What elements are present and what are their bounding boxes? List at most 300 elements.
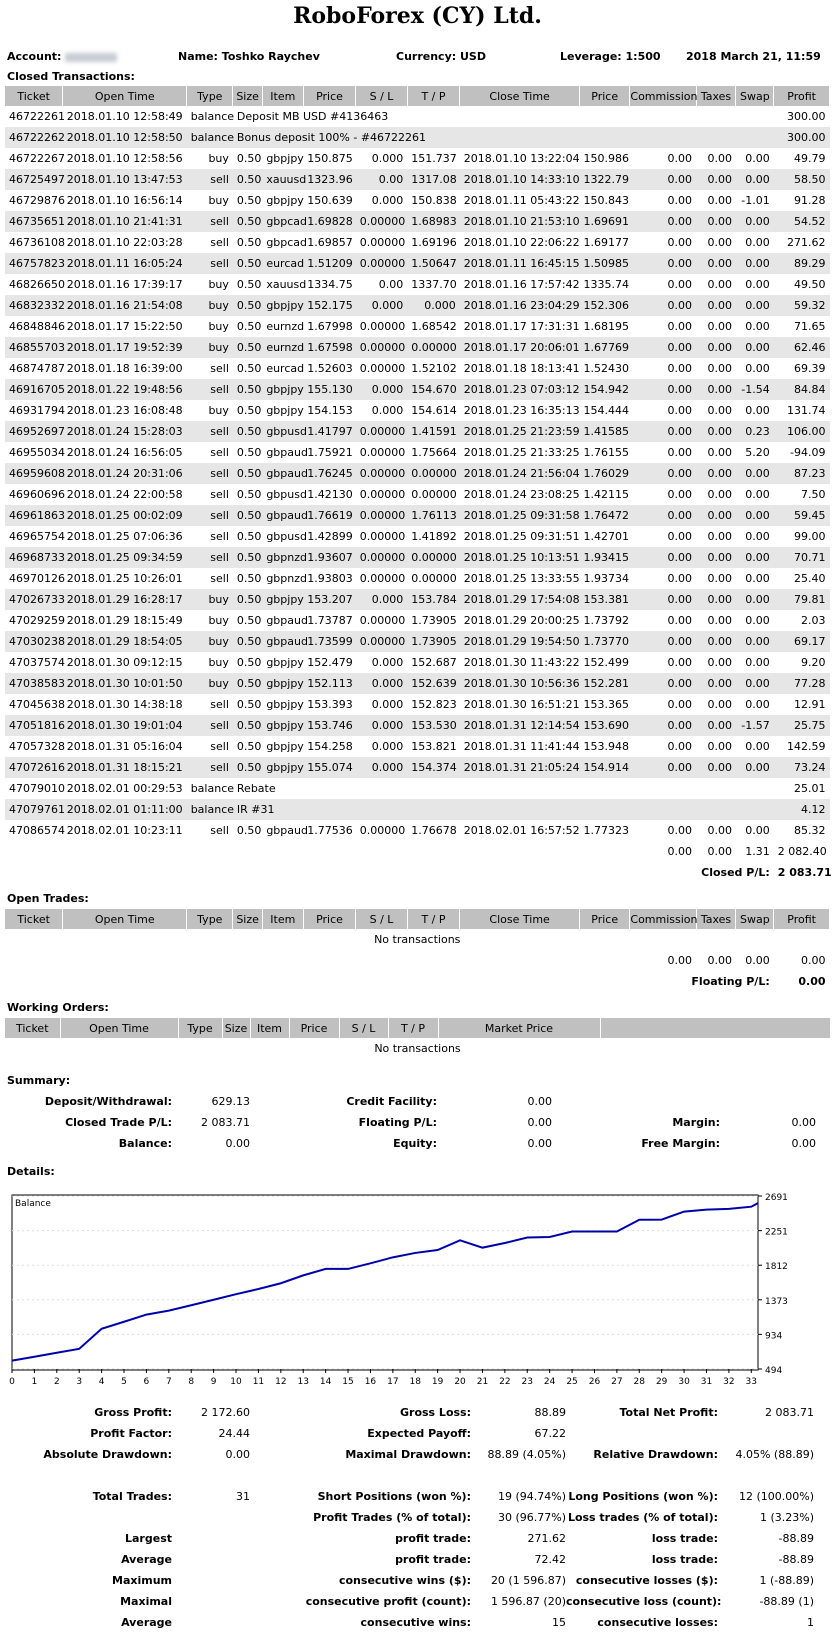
x-tick-label: 13 (297, 1377, 309, 1387)
price-cell: 1.69857 (307, 236, 353, 249)
size-cell: 0.50 (233, 421, 262, 442)
price-cell: 1.76619 (303, 505, 356, 526)
taxes-cell: 0.00 (696, 463, 736, 484)
close-time-cell: 2018.01.25 09:31:58 (460, 505, 580, 526)
open-time-cell: 2018.02.01 00:29:53 (66, 782, 183, 795)
taxes-cell: 0.00 (696, 169, 736, 190)
swap-cell: -1.57 (736, 715, 774, 736)
stat-value: -88.89 (1) (759, 1595, 814, 1608)
type-cell: buy (208, 194, 229, 207)
sl-cell: 0.000 (371, 152, 404, 165)
report-date: 2018 March 21, 11:59 (686, 50, 821, 63)
x-tick-label: 10 (230, 1377, 242, 1387)
stat-value: 2 083.71 (201, 1116, 250, 1129)
x-tick-label: 7 (165, 1377, 172, 1387)
item-cell: gbpaud (262, 631, 303, 652)
table-row (5, 484, 830, 505)
table-row (5, 589, 830, 610)
closed-pl-row (5, 862, 830, 883)
taxes-cell: 0.00 (707, 824, 732, 837)
close-time-cell: 2018.01.30 16:51:21 (463, 698, 580, 711)
commission-cell: 0.00 (630, 505, 696, 526)
size-cell: 0.50 (236, 278, 262, 291)
sl-cell: 0.00000 (356, 421, 407, 442)
type-cell: sell (187, 211, 233, 232)
ticket-cell: 46729876 (9, 194, 65, 207)
tp-cell: 1.75664 (411, 446, 457, 459)
summary-title: Summary: (7, 1074, 71, 1087)
sl-cell: 0.000 (356, 715, 407, 736)
type-cell: buy (187, 673, 233, 694)
stat-value (172, 1570, 250, 1591)
close-price-cell: 1.69177 (583, 236, 629, 249)
type-cell: sell (210, 488, 229, 501)
x-tick-label: 3 (76, 1377, 83, 1387)
table-row (5, 547, 830, 568)
column-header: T / P (407, 909, 460, 929)
tp-cell: 0.000 (407, 295, 460, 316)
sl-cell: 0.00 (356, 169, 407, 190)
item-cell: gbpaud (262, 463, 303, 484)
open-time-cell: 2018.01.30 09:12:15 (66, 656, 183, 669)
type-cell: buy (208, 614, 229, 627)
stat-label: Maximal (120, 1595, 172, 1608)
size-cell: 0.50 (233, 211, 262, 232)
close-time-cell: 2018.01.24 23:08:25 (463, 488, 580, 501)
balance-chart (9, 1188, 835, 1388)
table-row (5, 778, 830, 799)
stat-value (718, 1465, 814, 1486)
close-price-cell: 1.52430 (583, 362, 629, 375)
price-cell: 153.393 (307, 698, 353, 711)
taxes-cell: 0.00 (707, 320, 732, 333)
ticket-cell: 46735651 (5, 211, 63, 232)
commission-cell: 0.00 (667, 446, 693, 459)
open-empty-row (5, 929, 830, 950)
commission-cell: 0.00 (667, 614, 693, 627)
ticket-cell: 46722261 (9, 110, 65, 123)
close-price-cell: 1335.74 (583, 278, 629, 291)
table-row (5, 169, 830, 190)
price-cell: 153.746 (303, 715, 356, 736)
stat-value: 271.62 (527, 1532, 566, 1545)
stat-label: Equity: (393, 1137, 437, 1150)
sl-cell: 0.00000 (359, 614, 406, 627)
y-tick-label: 2251 (765, 1227, 788, 1238)
commission-cell: 0.00 (667, 362, 693, 375)
tp-cell: 1.76678 (411, 824, 457, 837)
stat-label: Maximal Drawdown: (345, 1448, 471, 1461)
table-row (5, 148, 830, 169)
sl-cell: 0.000 (356, 295, 407, 316)
table-row (5, 337, 830, 358)
stat-label (250, 1465, 471, 1486)
open-time-cell: 2018.01.16 17:39:17 (66, 278, 183, 291)
table-row (5, 358, 830, 379)
type-cell: buy (208, 152, 229, 165)
price-cell: 152.175 (303, 295, 356, 316)
sl-cell: 0.000 (371, 698, 404, 711)
column-header: Market Price (438, 1018, 600, 1038)
ticket-cell: 47038583 (5, 673, 63, 694)
tp-cell: 151.737 (411, 152, 457, 165)
stat-row (5, 1465, 830, 1486)
type-cell: sell (210, 698, 229, 711)
ticket-cell: 46931794 (9, 404, 65, 417)
column-header: Close Time (460, 86, 580, 106)
price-cell: 1.69828 (303, 211, 356, 232)
price-cell: 150.639 (307, 194, 353, 207)
type-cell: sell (210, 236, 229, 249)
column-header: Type (187, 909, 233, 929)
column-header: Price (579, 909, 629, 929)
table-row (5, 736, 830, 757)
sl-cell: 0.000 (371, 656, 404, 669)
table-row (5, 400, 830, 421)
open-time-cell: 2018.01.24 16:56:05 (66, 446, 183, 459)
stat-value (172, 1507, 250, 1528)
open-time-cell: 2018.01.24 15:28:03 (63, 421, 187, 442)
stat-label: Credit Facility: (346, 1095, 437, 1108)
close-price-cell: 150.986 (583, 152, 629, 165)
x-tick-label: 16 (364, 1377, 377, 1387)
price-cell: 1334.75 (307, 278, 353, 291)
column-header: Size (233, 909, 262, 929)
open-time-cell: 2018.01.31 05:16:04 (66, 740, 183, 753)
tp-cell: 153.784 (407, 589, 460, 610)
sl-cell: 0.00000 (359, 530, 406, 543)
open-time-cell: 2018.02.01 10:23:11 (66, 824, 183, 837)
close-price-cell: 153.365 (583, 698, 629, 711)
x-tick-label: 21 (476, 1377, 489, 1387)
y-tick-label: 2691 (765, 1193, 788, 1203)
profit-cell: 25.40 (794, 572, 826, 585)
sl-cell: 0.00000 (356, 463, 407, 484)
table-row (5, 568, 830, 589)
y-tick-label: 934 (765, 1331, 783, 1342)
profit-cell: 77.28 (774, 673, 830, 694)
close-time-cell: 2018.01.29 19:54:50 (460, 631, 580, 652)
x-tick-label: 1 (31, 1377, 38, 1387)
stat-label: Balance: (118, 1137, 172, 1150)
price-cell: 1.67998 (307, 320, 353, 333)
close-time-cell: 2018.01.25 13:33:55 (463, 572, 580, 585)
item-cell: xauusd (266, 278, 307, 291)
ticket-cell: 46952697 (5, 421, 63, 442)
stat-label: consecutive profit (count): (305, 1595, 471, 1608)
open-time-cell: 2018.01.17 15:22:50 (66, 320, 183, 333)
stat-label: loss trade: (651, 1553, 718, 1566)
type-cell: buy (208, 656, 229, 669)
table-row (5, 421, 830, 442)
stat-label (566, 1423, 718, 1444)
close-price-cell: 1.76472 (579, 505, 629, 526)
open-time-cell: 2018.01.10 22:03:28 (66, 236, 183, 249)
stat-value: 19 (94.74%) (497, 1490, 566, 1503)
swap-cell: 0.00 (745, 236, 770, 249)
type-cell: buy (208, 320, 229, 333)
stat-value: 0.00 (791, 1137, 816, 1150)
item-cell: gbpaud (266, 824, 308, 837)
close-time-cell: 2018.01.25 09:31:51 (463, 530, 580, 543)
swap-cell: 0.00 (745, 740, 770, 753)
size-cell: 0.50 (233, 715, 262, 736)
account-header (0, 46, 835, 68)
tp-cell: 1.52102 (411, 362, 457, 375)
open-time-cell: 2018.01.18 16:39:00 (66, 362, 183, 375)
open-time-cell: 2018.01.31 18:15:21 (63, 757, 187, 778)
price-cell: 1.52603 (307, 362, 353, 375)
ticket-cell: 47057328 (9, 740, 65, 753)
tp-cell: 1.68542 (411, 320, 457, 333)
stat-value: 0.00 (225, 1137, 250, 1150)
tp-cell: 154.614 (411, 404, 457, 417)
taxes-cell: 0.00 (707, 446, 732, 459)
open-no-transactions: No transactions (374, 933, 461, 946)
profit-cell: 131.74 (787, 404, 826, 417)
open-trades-title: Open Trades: (7, 892, 89, 905)
item-cell: eurcad (262, 253, 303, 274)
swap-cell: 0.23 (736, 421, 774, 442)
price-cell: 1.67598 (303, 337, 356, 358)
column-header: Close Time (460, 909, 580, 929)
type-cell: sell (187, 463, 233, 484)
size-cell: 0.50 (236, 530, 262, 543)
item-cell: gbpjpy (262, 589, 303, 610)
stat-row (5, 1402, 830, 1423)
taxes-cell: 0.00 (696, 505, 736, 526)
size-cell: 0.50 (236, 488, 262, 501)
tp-cell: 0.00000 (411, 488, 457, 501)
sl-cell: 0.00000 (359, 362, 406, 375)
x-tick-label: 30 (678, 1377, 690, 1387)
working-orders-table (5, 1018, 831, 1059)
stat-label: Profit Trades (% of total): (313, 1511, 471, 1524)
stat-label: Free Margin: (641, 1137, 720, 1150)
comment-cell: IR #31 (233, 799, 774, 820)
x-tick-label: 29 (655, 1377, 668, 1387)
taxes-cell: 0.00 (696, 757, 736, 778)
details-title: Details: (7, 1165, 55, 1178)
close-price-cell: 154.444 (583, 404, 629, 417)
commission-cell: 0.00 (630, 673, 696, 694)
table-row (5, 190, 830, 211)
tp-cell: 153.821 (411, 740, 457, 753)
close-price-cell: 154.914 (579, 757, 629, 778)
ticket-cell: 46874787 (9, 362, 65, 375)
comment-cell: Bonus deposit 100% - #46722261 (233, 127, 774, 148)
open-time-cell: 2018.01.11 16:05:24 (63, 253, 187, 274)
x-tick-label: 8 (188, 1377, 195, 1387)
swap-cell: -1.54 (736, 379, 774, 400)
swap-cell: 0.00 (745, 404, 770, 417)
total-commission: 0.00 (667, 845, 693, 858)
profit-cell: 25.01 (794, 782, 826, 795)
stat-value: 72.42 (534, 1553, 566, 1566)
x-tick-label: 11 (252, 1377, 265, 1387)
table-row (5, 820, 830, 841)
profit-cell: 59.32 (774, 295, 830, 316)
close-time-cell: 2018.01.16 17:57:42 (463, 278, 580, 291)
type-cell: buy (208, 278, 229, 291)
account-name: Name: Toshko Raychev (178, 50, 320, 63)
stat-value: 0.00 (527, 1137, 552, 1150)
tp-cell: 1.41591 (407, 421, 460, 442)
total-profit: 2 082.40 (777, 845, 827, 858)
sl-cell: 0.00000 (356, 211, 407, 232)
stat-label: consecutive losses: (597, 1616, 718, 1629)
open-total-swap: 0.00 (745, 954, 770, 967)
size-cell: 0.50 (233, 463, 262, 484)
open-time-cell: 2018.01.30 19:01:04 (63, 715, 187, 736)
tp-cell: 1.41892 (411, 530, 457, 543)
size-cell: 0.50 (236, 236, 262, 249)
tp-cell: 150.838 (411, 194, 457, 207)
column-header: Ticket (5, 909, 63, 929)
floating-pl-row (5, 971, 830, 992)
size-cell: 0.50 (233, 631, 262, 652)
stat-label: Margin: (672, 1116, 720, 1129)
column-header: Profit (774, 909, 830, 929)
tp-cell: 154.374 (407, 757, 460, 778)
profit-cell: 271.62 (787, 236, 826, 249)
item-cell: gbpjpy (266, 740, 304, 753)
profit-cell: 84.84 (774, 379, 830, 400)
open-time-cell: 2018.01.30 14:38:18 (66, 698, 183, 711)
type-cell: sell (210, 530, 229, 543)
x-tick-label: 19 (431, 1377, 444, 1387)
commission-cell: 0.00 (630, 547, 696, 568)
x-tick-label: 9 (210, 1377, 217, 1387)
profit-cell: 49.50 (794, 278, 826, 291)
tp-cell: 1.76113 (407, 505, 460, 526)
open-time-cell: 2018.01.10 12:58:50 (63, 127, 187, 148)
close-time-cell: 2018.01.29 17:54:08 (460, 589, 580, 610)
stat-label: Profit Factor: (90, 1427, 172, 1440)
sl-cell: 0.000 (371, 194, 404, 207)
ticket-cell: 46832332 (5, 295, 63, 316)
stat-row (5, 1528, 830, 1549)
type-cell: sell (187, 505, 233, 526)
sl-cell: 0.00000 (359, 236, 406, 249)
taxes-cell: 0.00 (696, 253, 736, 274)
open-time-cell: 2018.01.29 18:54:05 (63, 631, 187, 652)
taxes-cell: 0.00 (696, 379, 736, 400)
open-time-cell: 2018.01.24 22:00:58 (66, 488, 183, 501)
x-tick-label: 25 (566, 1377, 578, 1387)
swap-cell: 0.00 (745, 362, 770, 375)
x-tick-label: 31 (700, 1377, 713, 1387)
close-time-cell: 2018.01.23 07:03:12 (460, 379, 580, 400)
stat-label: Maximum (112, 1574, 172, 1587)
account-currency: Currency: USD (396, 50, 486, 63)
profit-cell: -94.09 (790, 446, 826, 459)
x-tick-label: 6 (143, 1377, 150, 1387)
stat-row (5, 1133, 830, 1154)
size-cell: 0.50 (236, 656, 262, 669)
commission-cell: 0.00 (630, 169, 696, 190)
account-leverage: Leverage: 1:500 (560, 50, 661, 63)
close-time-cell: 2018.01.30 10:56:36 (460, 673, 580, 694)
swap-cell: 0.00 (745, 824, 770, 837)
swap-cell: 0.00 (736, 337, 774, 358)
close-time-cell: 2018.01.16 23:04:29 (460, 295, 580, 316)
stat-label: consecutive wins: (360, 1616, 471, 1629)
close-price-cell: 153.948 (583, 740, 629, 753)
table-row (5, 295, 830, 316)
sl-cell: 0.00000 (356, 505, 407, 526)
open-time-cell: 2018.01.10 12:58:56 (66, 152, 183, 165)
commission-cell: 0.00 (667, 320, 693, 333)
open-time-cell: 2018.02.01 01:11:00 (63, 799, 187, 820)
stat-value (172, 1612, 250, 1633)
open-time-cell: 2018.01.16 21:54:08 (63, 295, 187, 316)
x-tick-label: 17 (387, 1377, 399, 1387)
stat-label: profit trade: (395, 1553, 471, 1566)
x-tick-label: 12 (275, 1377, 287, 1387)
stat-value: -88.89 (778, 1532, 814, 1545)
item-cell: gbpjpy (266, 698, 304, 711)
price-cell: 154.153 (307, 404, 353, 417)
total-taxes: 0.00 (707, 845, 732, 858)
item-cell: eurcad (266, 362, 305, 375)
close-time-cell: 2018.01.10 22:06:22 (463, 236, 580, 249)
table-row (5, 442, 830, 463)
close-price-cell: 152.306 (579, 295, 629, 316)
item-cell: gbpjpy (266, 194, 304, 207)
ticket-cell: 46725497 (5, 169, 63, 190)
close-time-cell: 2018.01.10 14:33:10 (460, 169, 580, 190)
column-header: T / P (407, 86, 460, 106)
stat-label: Gross Loss: (400, 1406, 471, 1419)
size-cell: 0.50 (236, 194, 262, 207)
stat-label (566, 1465, 718, 1486)
close-price-cell: 153.690 (579, 715, 629, 736)
stat-label: consecutive wins ($): (338, 1574, 471, 1587)
total-swap: 1.31 (745, 845, 770, 858)
close-time-cell: 2018.01.31 11:41:44 (463, 740, 580, 753)
item-cell: gbpaud (262, 505, 303, 526)
close-price-cell: 1.76029 (579, 463, 629, 484)
x-tick-label: 27 (611, 1377, 623, 1387)
type-cell: sell (210, 362, 229, 375)
stat-value (172, 1549, 250, 1570)
item-cell: gbpjpy (262, 673, 303, 694)
close-price-cell: 1.73770 (579, 631, 629, 652)
profit-cell: 12.91 (794, 698, 826, 711)
size-cell: 0.50 (236, 320, 262, 333)
stat-value (471, 1465, 566, 1486)
stat-label: loss trade: (651, 1532, 718, 1545)
close-price-cell: 1.42115 (583, 488, 629, 501)
table-row (5, 652, 830, 673)
commission-cell: 0.00 (667, 656, 693, 669)
open-time-cell: 2018.01.10 21:41:31 (63, 211, 187, 232)
working-header-row (5, 1018, 830, 1038)
taxes-cell: 0.00 (707, 698, 732, 711)
price-cell: 155.130 (303, 379, 356, 400)
working-no-transactions: No transactions (374, 1042, 461, 1055)
stat-row (5, 1444, 830, 1465)
swap-cell: 0.00 (745, 278, 770, 291)
stat-value: 15 (552, 1616, 566, 1629)
stat-value: -88.89 (778, 1553, 814, 1566)
stat-label: Average (121, 1553, 172, 1566)
stat-value: 0.00 (527, 1116, 552, 1129)
size-cell: 0.50 (236, 362, 262, 375)
table-row (5, 253, 830, 274)
taxes-cell: 0.00 (707, 530, 732, 543)
